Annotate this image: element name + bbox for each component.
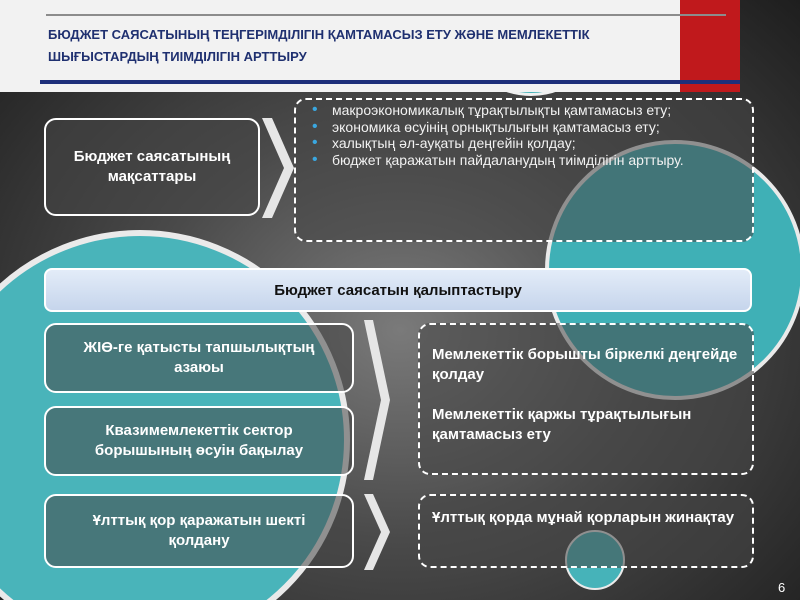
goal-item: • макроэкономикалық тұрақтылықты қамтамасыз ету;	[310, 102, 738, 119]
goal-item: • экономика өсуінің орнықтылығын қамтамасыз ету;	[310, 119, 738, 136]
outcome-debt: Мемлекеттік борышты біркелкі деңгейде қолдау	[432, 346, 738, 383]
goal-item: • халықтың әл-ауқаты деңгейін қолдау;	[310, 135, 738, 152]
measure-box-national-fund	[44, 494, 354, 568]
measure-label: Ұлттық қор қаражатын шекті қолдану	[92, 512, 306, 549]
title-bottom-rule	[40, 80, 740, 84]
goals-list	[310, 102, 738, 168]
formation-bar	[44, 268, 752, 312]
goal-item: • бюджет қаражатын пайдаланудың тиімділігін арттыру.	[310, 152, 738, 169]
goals-label: Бюджет саясатының мақсаттары	[73, 148, 231, 185]
outcome-oil: Ұлттық қорда мұнай қорларын жинақтау	[432, 509, 735, 526]
slide-title: БЮДЖЕТ САЯСАТЫНЫҢ ТЕҢГЕРІМДІЛІГІН ҚАМТАМАСЫЗ ЕТУ ЖӘНЕ МЕМЛЕКЕТТІК ШЫҒЫСТАРДЫҢ ТИІМДІЛІГІН АРТТЫРУ	[48, 27, 590, 64]
chevron-right-icon	[364, 494, 392, 570]
chevron-right-icon	[364, 320, 392, 480]
goals-list-box	[294, 98, 754, 242]
goals-box	[44, 118, 260, 216]
measure-label: Квазимемлекеттік сектор борышының өсуін бақылау	[94, 422, 304, 459]
measure-box-deficit	[44, 323, 354, 393]
outcome-box-oil	[418, 494, 754, 568]
formation-label: Бюджет саясатын қалыптастыру	[274, 281, 522, 299]
measure-label: ЖІӨ-ге қатысты тапшылықтың азаюы	[83, 339, 315, 376]
outcome-box-stability	[418, 323, 754, 475]
outcome-finance: Мемлекеттік қаржы тұрақтылығын қамтамасыз ету	[432, 406, 692, 443]
title-top-rule	[46, 14, 726, 16]
measure-box-quasi-debt	[44, 406, 354, 476]
chevron-right-icon	[262, 118, 296, 218]
page-number: 6	[778, 580, 786, 595]
